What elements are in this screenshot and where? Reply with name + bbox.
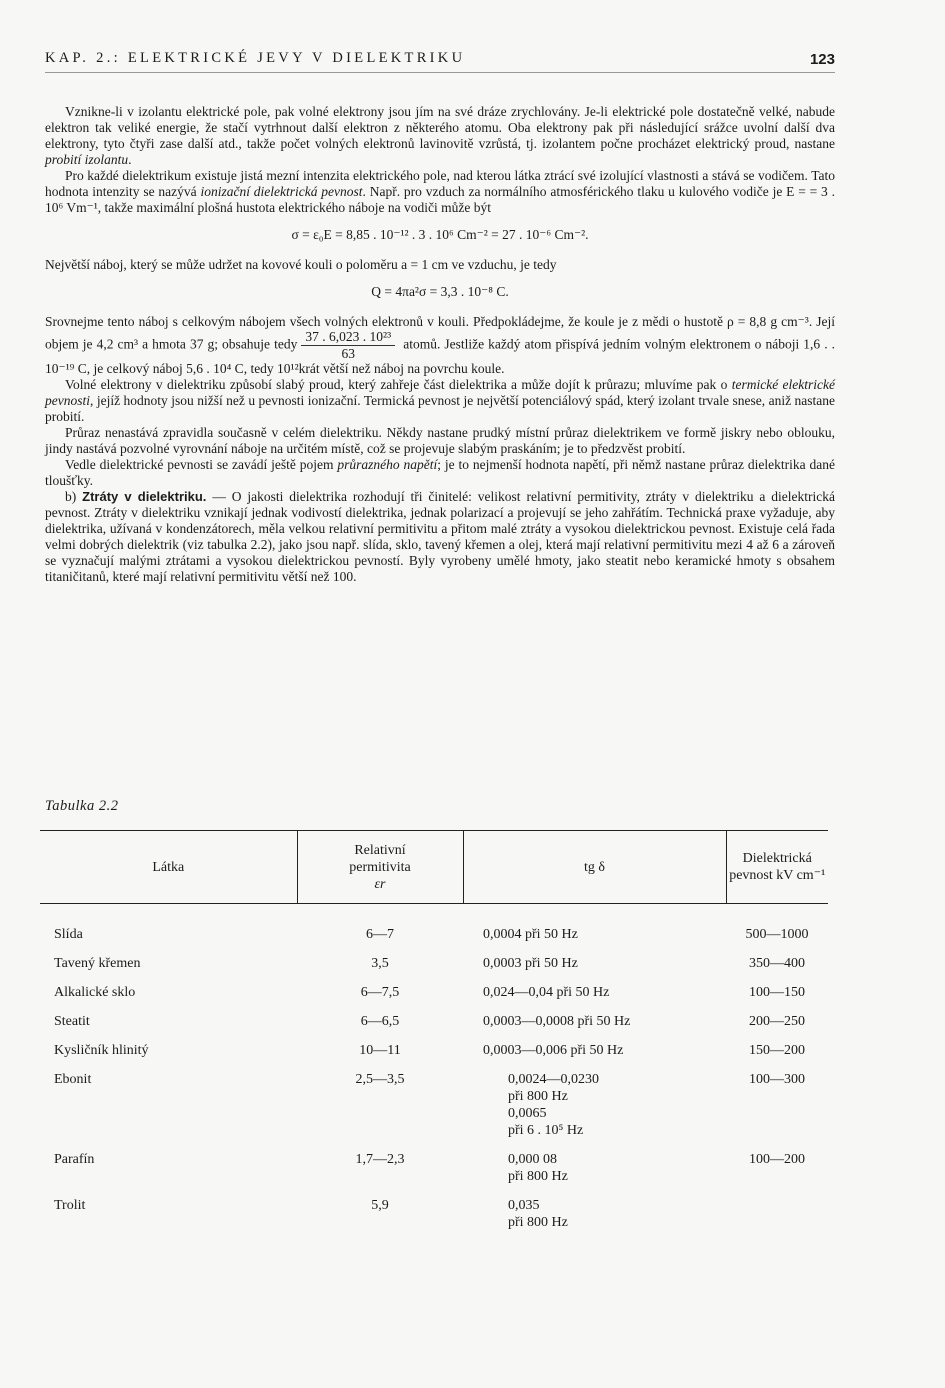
cell-material: Ebonit	[54, 1072, 92, 1087]
term-probiti: probití izolantu	[45, 152, 129, 167]
cell-permittivity: 6—7	[366, 927, 394, 942]
cell-permittivity: 10—11	[359, 1043, 401, 1058]
dielectric-table	[40, 830, 828, 1240]
cell-loss-tangent	[463, 1148, 726, 1194]
loss-tangent-line: 0,000 08	[508, 1152, 557, 1167]
cell-loss-tangent	[463, 1068, 726, 1148]
cell-material: Parafín	[54, 1152, 95, 1167]
table-row	[40, 1068, 828, 1148]
cell-loss-tangent	[463, 952, 726, 981]
table-row	[40, 1194, 828, 1240]
paragraph-2: Pro každé dielektrikum existuje jistá mezní intenzita elektrického pole, nad kterou látka ztrácí své izolující vlastnosti a stává se vodičem. Tato hodnota intenzity se nazývá ionizační dielektrická pevnost. Např. pro vzduch za normálního atmosférického tlaku u kulového vodiče je E = = 3 . 10⁶ Vm⁻¹, takže maximální plošná hustota elektrického náboje na vodiči může být	[45, 168, 835, 215]
paragraph-5: Volné elektrony v dielektriku způsobí slabý proud, který zahřeje část dielektrika a může dojít k průrazu; mluvíme pak o termické elektrické pevnosti, jejíž hodnoty jsou nižší než u pevnosti ionizační. Termická pevnost je největší potenciálový spád, který izolant trvale snese, aniž nastane probití.	[45, 377, 835, 424]
body-text	[45, 104, 835, 585]
cell-strength: 350—400	[749, 956, 805, 971]
table-row	[40, 1148, 828, 1194]
loss-tangent-line: 0,0065	[508, 1106, 547, 1121]
table-row	[40, 952, 828, 981]
cell-material: Slída	[54, 927, 83, 942]
term-termicka-pevnost: termické elektrické pevnosti	[45, 377, 835, 408]
cell-permittivity: 2,5—3,5	[355, 1072, 405, 1087]
cell-loss-tangent	[463, 981, 726, 1010]
loss-tangent-line: 0,0024—0,0230	[508, 1072, 599, 1087]
table-header-row	[40, 831, 828, 904]
equation-surface-charge: σ = ε₀E = 8,85 . 10⁻¹² . 3 . 10⁶ Cm⁻² = 27 . 10⁻⁶ Cm⁻².	[291, 227, 589, 242]
cell-permittivity: 1,7—2,3	[355, 1152, 405, 1167]
cell-loss-tangent	[463, 904, 726, 953]
cell-strength	[726, 1194, 828, 1240]
cell-material: Tavený křemen	[54, 956, 141, 971]
header-pevnost: Dielektrická pevnost kV cm⁻¹	[726, 831, 828, 904]
paragraph-1: Vznikne-li v izolantu elektrické pole, pak volné elektrony jsou jím na své dráze zrychlovány. Je-li elektrické pole dostatečně velké, nabude elektron tak veliké energie, že stačí vytrhnout další elektron z některého atomu. Oba elektrony pak při následující srážce uvolní další dva elektrony, tyto čtyři zase další atd., takže počet volných elektronů lavinovitě vzrůstá, tj. izolantem počne procházet elektrický proud, nastane probití izolantu.	[45, 104, 835, 167]
cell-material: Kysličník hlinitý	[54, 1043, 149, 1058]
paragraph-4: Srovnejme tento náboj s celkovým nábojem všech volných elektronů v kouli. Předpokládejme, že koule je z mědi o hustotě ρ = 8,8 g cm⁻³. Její objem je 4,2 cm³ a hmota 37 g; obsahuje tedy $\frac{\text{37 . 6,023 . 10²³}}{63}$ atomů. Jestliže každý atom přispívá jedním volným elektronem o náboji 1,6 . . 10⁻¹⁹ C, je celkový náboj 5,6 . 10⁴ C, tedy 10¹²krát větší než náboj na povrchu koule.	[45, 314, 836, 376]
cell-strength: 100—300	[749, 1072, 805, 1087]
cell-strength: 200—250	[749, 1014, 805, 1029]
table-row	[40, 904, 828, 953]
cell-loss-tangent	[463, 1194, 726, 1240]
header-latka: Látka	[40, 831, 297, 904]
cell-loss-tangent	[463, 1039, 726, 1068]
loss-tangent-line: 0,0004 při 50 Hz	[483, 927, 578, 942]
table-caption: Tabulka 2.2	[45, 798, 119, 814]
cell-loss-tangent	[463, 1010, 726, 1039]
term-pruraz-napeti: průrazného napětí	[337, 457, 438, 472]
loss-tangent-line: při 800 Hz	[508, 1215, 568, 1230]
loss-tangent-line: 0,035	[508, 1198, 540, 1213]
term-ionizacni-pevnost: ionizační dielektrická pevnost	[200, 184, 363, 199]
cell-strength: 100—150	[749, 985, 805, 1000]
table-row	[40, 1039, 828, 1068]
cell-material: Trolit	[54, 1198, 86, 1213]
cell-strength: 100—200	[749, 1152, 805, 1167]
running-header	[45, 48, 835, 73]
paragraph-6: Průraz nenastává zpravidla současně v celém dielektriku. Někdy nastane prudký místní průraz dielektrikem ve formě jiskry nebo oblouku, jindy nastává pozvolné vyrovnání náboje na určitém místě, což se projevuje slabým praskáním; je to předzvěst probití.	[45, 425, 835, 456]
table-row	[40, 1010, 828, 1039]
loss-tangent-line: 0,0003—0,0008 při 50 Hz	[483, 1014, 631, 1029]
loss-tangent-line: při 6 . 10⁵ Hz	[508, 1123, 584, 1138]
paragraph-3: Největší náboj, který se může udržet na kovové kouli o poloměru a = 1 cm ve vzduchu, je tedy	[45, 257, 557, 272]
page-number: 123	[809, 51, 835, 68]
chapter-title: KAP. 2.: ELEKTRICKÉ JEVY V DIELEKTRIKU	[45, 50, 466, 66]
atoms-fraction: $\frac{\text{37 . 6,023 . 10²³}}{63}$	[301, 330, 395, 361]
loss-tangent-line: 0,0003 při 50 Hz	[483, 956, 578, 971]
loss-tangent-line: 0,024—0,04 při 50 Hz	[483, 985, 610, 1000]
cell-material: Steatit	[54, 1014, 90, 1029]
cell-permittivity: 6—7,5	[360, 985, 400, 1000]
cell-strength: 500—1000	[745, 927, 809, 942]
paragraph-8: b) Ztráty v dielektriku. — O jakosti dielektrika rozhodují tři činitelé: velikost relativní permitivity, ztráty v dielektriku a dielektrická pevnost. Ztráty v dielektriku vznikají jednak vodivostí dielektrika, jednak polarizací a projevují se jeho zahřátím. Technická praxe vyžaduje, aby dielektrika, užívaná v kondenzátorech, měla velkou relativní permitivitu a přitom malé ztráty a vysokou dielektrickou pevnost. Existuje celá řada velmi dobrých dielektrik (viz tabulka 2.2), jako jsou např. slída, sklo, tavený křemen a olej, která mají relativní permitivitu mezi 4 až 6 a zároveň se vyznačují malými ztrátami a vysokou dielektrickou pevností. Byly vyrobeny umělé hmoty, jako steatit nebo keramické hmoty s obsahem titaničitanů, které mají relativní permitivitu větší než 100.	[45, 489, 835, 584]
header-tg-delta: tg δ	[463, 831, 726, 904]
header-permitivita: Relativní permitivita εr	[297, 831, 463, 904]
table-row	[40, 981, 828, 1010]
cell-material: Alkalické sklo	[54, 985, 136, 1000]
cell-permittivity: 6—6,5	[360, 1014, 400, 1029]
equation-total-charge: Q = 4πa²σ = 3,3 . 10⁻⁸ C.	[371, 284, 509, 299]
loss-tangent-line: při 800 Hz	[508, 1169, 568, 1184]
cell-permittivity: 3,5	[371, 956, 389, 971]
cell-strength: 150—200	[749, 1043, 805, 1058]
paragraph-7: Vedle dielektrické pevnosti se zavádí ještě pojem průrazného napětí; je to nejmenší hodnota napětí, při němž nastane průraz dielektrika dané tloušťky.	[45, 457, 836, 488]
loss-tangent-line: při 800 Hz	[508, 1089, 568, 1104]
cell-permittivity: 5,9	[371, 1198, 389, 1213]
loss-tangent-line: 0,0003—0,006 při 50 Hz	[483, 1043, 624, 1058]
section-heading-ztraty: Ztráty v dielektriku.	[82, 489, 207, 504]
